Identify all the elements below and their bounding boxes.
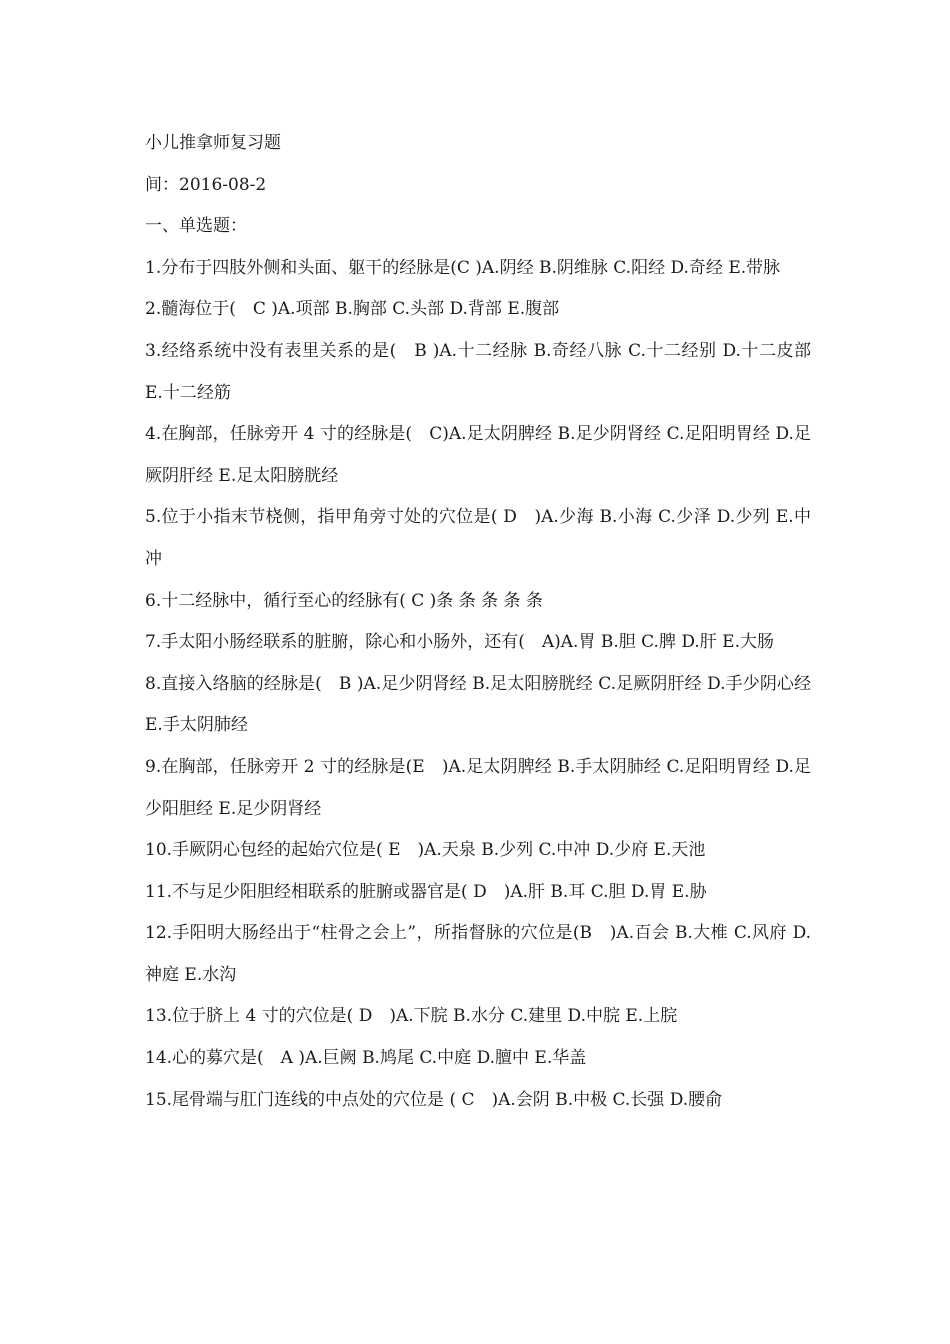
question-item: 5.位于小指末节桡侧，指甲角旁寸处的穴位是( D )A.少海 B.小海 C.少泽 D.少列 E.中冲 — [145, 507, 811, 569]
question-item: 3.经络系统中没有表里关系的是( B )A.十二经脉 B.奇经八脉 C.十二经别 D.十二皮部 E.十二经筋 — [145, 340, 811, 403]
section-heading: 一、单选题： — [145, 216, 247, 237]
question-item: 12.手阳明大肠经出于“柱骨之会上”，所指督脉的穴位是(B )A.百会 B.大椎 C.风府 D.神庭 E.水沟 — [145, 923, 811, 985]
question-item: 11.不与足少阳胆经相联系的脏腑或器官是( D )A.肝 B.耳 C.胆 D.胃 E.胁 — [145, 881, 707, 902]
question-item: 6.十二经脉中，循行至心的经脉有( C )条 条 条 条 条 — [145, 590, 543, 611]
question-item: 2.髓海位于( C )A.项部 B.胸部 C.头部 D.背部 E.腹部 — [145, 299, 560, 320]
question-item: 4.在胸部，任脉旁开 4 寸的经脉是( C)A.足太阴脾经 B.足少阴肾经 C.足阳明胃经 D.足厥阴肝经 E.足太阳膀胱经 — [145, 424, 811, 486]
question-item: 9.在胸部，任脉旁开 2 寸的经脉是(E )A.足太阴脾经 B.手太阴肺经 C.足阳明胃经 D.足少阳胆经 E.足少阴肾经 — [145, 756, 811, 819]
question-item: 13.位于脐上 4 寸的穴位是( D )A.下脘 B.水分 C.建里 D.中脘 E.上脘 — [145, 1006, 678, 1027]
question-item: 8.直接入络脑的经脉是( B )A.足少阴肾经 B.足太阳膀胱经 C.足厥阴肝经 D.手少阴心经 E.手太阴肺经 — [145, 673, 811, 736]
document-body — [145, 123, 811, 1121]
question-item: 7.手太阳小肠经联系的脏腑，除心和小肠外，还有( A)A.胃 B.胆 C.脾 D.肝 E.大肠 — [145, 632, 774, 653]
question-item: 14.心的募穴是( A )A.巨阙 B.鸠尾 C.中庭 D.膻中 E.华盖 — [145, 1048, 587, 1069]
question-item: 10.手厥阴心包经的起始穴位是( E )A.天泉 B.少列 C.中冲 D.少府 E.天池 — [145, 840, 706, 861]
question-item: 1.分布于四肢外侧和头面、躯干的经脉是(C )A.阴经 B.阴维脉 C.阳经 D.奇经 E.带脉 — [145, 257, 781, 278]
document-title: 小儿推拿师复习题 — [145, 133, 281, 153]
question-item: 15.尾骨端与肛门连线的中点处的穴位是 ( C )A.会阴 B.中极 C.长强 D.腰俞 — [145, 1089, 723, 1110]
date-line: 间：2016-08-2 — [145, 174, 267, 195]
